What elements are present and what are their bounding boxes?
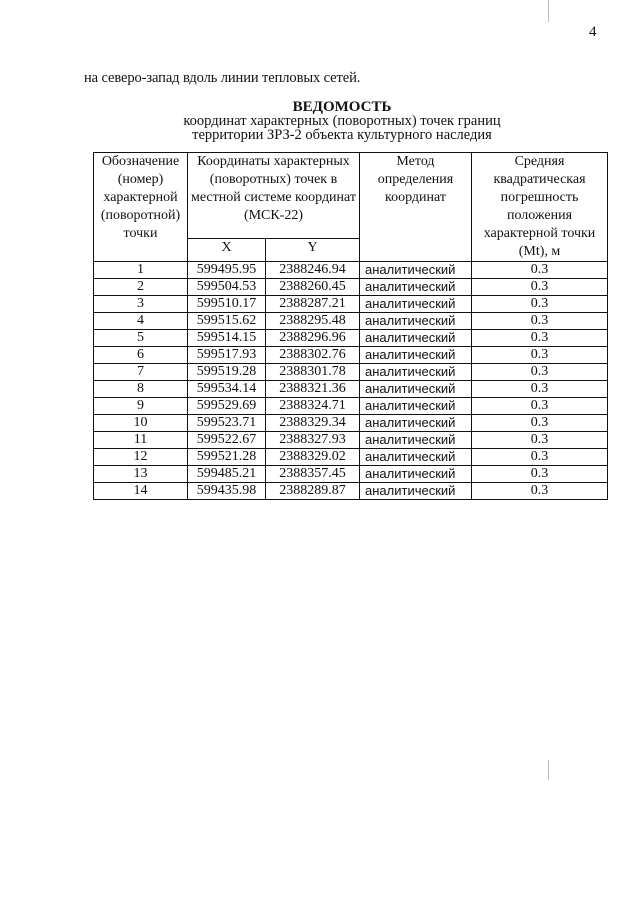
method-cell: аналитический [360, 432, 472, 449]
y-cell: 2388295.48 [266, 313, 360, 330]
header-x: X [188, 239, 266, 262]
point-number-cell: 5 [94, 330, 188, 347]
mt-cell: 0.3 [472, 449, 608, 466]
table-row [94, 364, 608, 381]
table-row [94, 313, 608, 330]
y-cell: 2388302.76 [266, 347, 360, 364]
point-number-cell: 10 [94, 415, 188, 432]
method-cell: аналитический [360, 262, 472, 279]
y-cell: 2388357.45 [266, 466, 360, 483]
document-subtitle: территории ЗРЗ-2 объекта культурного наследия [192, 127, 492, 143]
mt-cell: 0.3 [472, 381, 608, 398]
x-cell: 599521.28 [188, 449, 266, 466]
scan-mark [548, 0, 549, 22]
header-method: Метод определения координат [360, 153, 472, 262]
mt-cell: 0.3 [472, 466, 608, 483]
table-row [94, 398, 608, 415]
x-cell: 599515.62 [188, 313, 266, 330]
table-row [94, 330, 608, 347]
y-cell: 2388329.34 [266, 415, 360, 432]
point-number-cell: 4 [94, 313, 188, 330]
coordinates-table [93, 152, 608, 500]
y-cell: 2388321.36 [266, 381, 360, 398]
table-row [94, 381, 608, 398]
x-cell: 599514.15 [188, 330, 266, 347]
header-coordinates: Координаты характерных (поворотных) точек в местной системе координат (МСК-22) [188, 153, 360, 239]
header-y: Y [266, 239, 360, 262]
scan-mark [548, 760, 549, 780]
point-number-cell: 6 [94, 347, 188, 364]
method-cell: аналитический [360, 398, 472, 415]
mt-cell: 0.3 [472, 415, 608, 432]
table-row [94, 466, 608, 483]
x-cell: 599529.69 [188, 398, 266, 415]
table-row [94, 415, 608, 432]
table-row [94, 262, 608, 279]
table-row [94, 279, 608, 296]
point-number-cell: 11 [94, 432, 188, 449]
x-cell: 599523.71 [188, 415, 266, 432]
mt-cell: 0.3 [472, 262, 608, 279]
document-subtitle: координат характерных (поворотных) точек границ [183, 113, 501, 129]
method-cell: аналитический [360, 347, 472, 364]
point-number-cell: 9 [94, 398, 188, 415]
method-cell: аналитический [360, 415, 472, 432]
point-number-cell: 2 [94, 279, 188, 296]
mt-cell: 0.3 [472, 313, 608, 330]
y-cell: 2388296.96 [266, 330, 360, 347]
y-cell: 2388260.45 [266, 279, 360, 296]
x-cell: 599485.21 [188, 466, 266, 483]
table-row [94, 347, 608, 364]
table-row [94, 449, 608, 466]
mt-cell: 0.3 [472, 279, 608, 296]
page-number: 4 [589, 24, 597, 40]
point-number-cell: 3 [94, 296, 188, 313]
table-row [94, 296, 608, 313]
y-cell: 2388287.21 [266, 296, 360, 313]
method-cell: аналитический [360, 279, 472, 296]
document-title: ВЕДОМОСТЬ [292, 99, 392, 115]
table-row [94, 483, 608, 500]
mt-cell: 0.3 [472, 364, 608, 381]
header-error: Средняя квадратическая погрешность положения характерной точки (Mt), м [472, 153, 608, 262]
mt-cell: 0.3 [472, 432, 608, 449]
mt-cell: 0.3 [472, 483, 608, 500]
y-cell: 2388324.71 [266, 398, 360, 415]
y-cell: 2388246.94 [266, 262, 360, 279]
x-cell: 599534.14 [188, 381, 266, 398]
method-cell: аналитический [360, 449, 472, 466]
y-cell: 2388289.87 [266, 483, 360, 500]
method-cell: аналитический [360, 296, 472, 313]
point-number-cell: 12 [94, 449, 188, 466]
header-point: Обозначение (номер) характерной (поворотной) точки [94, 153, 188, 262]
point-number-cell: 1 [94, 262, 188, 279]
mt-cell: 0.3 [472, 347, 608, 364]
x-cell: 599522.67 [188, 432, 266, 449]
x-cell: 599504.53 [188, 279, 266, 296]
table-row [94, 432, 608, 449]
method-cell: аналитический [360, 466, 472, 483]
method-cell: аналитический [360, 483, 472, 500]
method-cell: аналитический [360, 381, 472, 398]
mt-cell: 0.3 [472, 330, 608, 347]
point-number-cell: 7 [94, 364, 188, 381]
x-cell: 599519.28 [188, 364, 266, 381]
intro-text: на северо-запад вдоль линии тепловых сетей. [84, 70, 361, 86]
y-cell: 2388327.93 [266, 432, 360, 449]
point-number-cell: 8 [94, 381, 188, 398]
mt-cell: 0.3 [472, 296, 608, 313]
x-cell: 599435.98 [188, 483, 266, 500]
x-cell: 599510.17 [188, 296, 266, 313]
x-cell: 599517.93 [188, 347, 266, 364]
method-cell: аналитический [360, 330, 472, 347]
method-cell: аналитический [360, 313, 472, 330]
mt-cell: 0.3 [472, 398, 608, 415]
x-cell: 599495.95 [188, 262, 266, 279]
point-number-cell: 13 [94, 466, 188, 483]
y-cell: 2388329.02 [266, 449, 360, 466]
y-cell: 2388301.78 [266, 364, 360, 381]
method-cell: аналитический [360, 364, 472, 381]
point-number-cell: 14 [94, 483, 188, 500]
